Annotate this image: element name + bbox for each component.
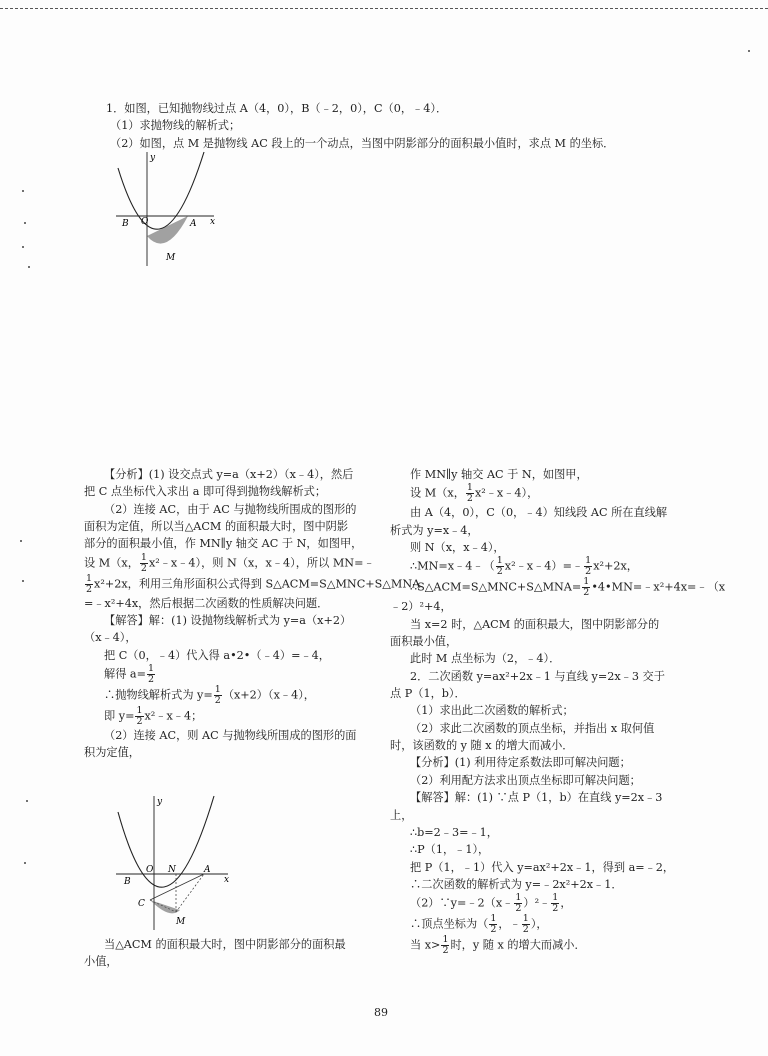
answer-line-4: 解得 a= $\frac{1}{2}$ — [104, 663, 155, 686]
problem-1-question-2: （2）如图，点 M 是抛物线 AC 段上的一个动点，当图中阴影部分的面积最小值时，求点 M 的坐标． — [110, 136, 615, 150]
right-line-2: 设 M（x， $\frac{1}{2}$ x²﹣x﹣4）， — [410, 482, 539, 505]
figure-2-segment-am — [176, 874, 204, 912]
figure-2-y-label: y — [157, 797, 163, 807]
figure-1-origin-label: O — [141, 217, 149, 227]
figure-2-point-n: N — [168, 865, 176, 875]
figure-2-point-b: B — [124, 877, 131, 887]
fraction-half: $\frac{1}{2}$ — [214, 684, 221, 707]
answer-line-7: （2）连接 AC，则 AC 与抛物线所围成的图形的面 — [104, 728, 357, 742]
scan-speck — [748, 50, 750, 52]
scan-speck — [22, 246, 24, 248]
analysis-line-2: 把 C 点坐标代入求出 a 即可得到抛物线解析式； — [84, 485, 327, 499]
right-line-5: 则 N（x，x﹣4）， — [410, 541, 505, 555]
figure-1-svg — [108, 148, 228, 268]
figure-2-origin-label: O — [146, 865, 154, 875]
analysis-line-3: （2）连接 AC，由于 AC 与抛物线所围成的图形的 — [104, 502, 357, 516]
analysis-line-4: 面积为定值，所以当△ACM 的面积最大时，图中阴影 — [84, 520, 349, 534]
right-line-10: 面积最小值， — [390, 634, 458, 648]
problem-2-answer-4: 把 P（1，﹣1）代入 y=ax²+2x﹣1，得到 a=﹣2， — [410, 860, 675, 874]
figure-1-curve — [118, 152, 204, 229]
figure-1-y-label: y — [150, 153, 156, 163]
problem-2-question-1: （1）求出此二次函数的解析式； — [410, 704, 574, 718]
scan-speck — [28, 266, 30, 268]
figure-2-x-label: x — [224, 875, 230, 885]
figure-2-point-m: M — [176, 917, 186, 927]
fraction-half: $\frac{1}{2}$ — [136, 704, 143, 727]
right-line-7: ∴S△ACM=S△MNC+S△MNA= $\frac{1}{2}$ •4•MN=﹣x²+4x=﹣（x — [410, 576, 726, 599]
fraction-half: $\frac{1}{2}$ — [496, 555, 503, 578]
fraction-half: $\frac{1}{2}$ — [466, 482, 473, 505]
right-line-8: ﹣2）²+4， — [390, 600, 452, 614]
fraction-half: $\frac{1}{2}$ — [490, 913, 497, 936]
top-dashed-border — [0, 8, 768, 10]
figure-1-parabola — [108, 148, 228, 268]
fraction-half: $\frac{1}{2}$ — [552, 892, 559, 915]
scan-speck — [26, 800, 28, 802]
right-column — [390, 466, 726, 957]
answer-line-10: 小值， — [84, 955, 118, 969]
right-line-4: 析式为 y=x﹣4， — [390, 523, 479, 537]
analysis-line-6 — [84, 553, 374, 574]
right-line-1: 作 MN∥y 轴交 AC 于 N，如图甲， — [410, 468, 588, 481]
fraction-half: $\frac{1}{2}$ — [442, 934, 449, 957]
analysis-line-1: 【分析】(1) 设交点式 y=a（x+2）（x﹣4），然后 — [104, 468, 354, 481]
right-line-3: 由 A（4，0），C（0，﹣4）知线段 AC 所在直线解 — [410, 506, 668, 520]
problem-2-stem: 2．二次函数 y=ax²+2x﹣1 与直线 y=2x﹣3 交于 — [410, 669, 665, 683]
problem-1-stem: 1．如图，已知抛物线过点 A（4，0），B（﹣2，0），C（0，﹣4）． — [106, 102, 448, 115]
scan-speck — [24, 862, 26, 864]
problem-2-answer-3: ∴P（1，﹣1）， — [410, 843, 490, 857]
problem-2-answer-1: 【解答】解：(1) ∵点 P（1，b）在直线 y=2x﹣3 — [410, 791, 663, 805]
answer-line-8: 积为定值， — [84, 746, 140, 760]
problem-1-statement — [106, 100, 614, 152]
fraction-half: $\frac{1}{2}$ — [86, 572, 93, 595]
analysis-line-7 — [84, 572, 421, 595]
problem-2-stem-cont: 点 P（1，b）． — [390, 687, 466, 701]
problem-2-question-2-cont: 时，该函数的 y 随 x 的增大而减小． — [390, 739, 574, 753]
figure-2-point-a: A — [204, 865, 211, 875]
right-line-11: 此时 M 点坐标为（2，﹣4）． — [410, 652, 561, 666]
analysis-line-8: =﹣x²+4x，然后根据二次函数的性质解决问题． — [84, 596, 329, 610]
problem-2-answer-2: ∴b=2﹣3=﹣1， — [410, 825, 498, 839]
analysis-line-6-b: x²﹣x﹣4），则 N（x，x﹣4），所以 MN=﹣ — [148, 556, 375, 570]
analysis-line-7-b: x²+2x，利用三角形面积公式得到 S△ACM=S△MNC+S△MNA — [94, 577, 421, 591]
analysis-line-5: 部分的面积最小值，作 MN∥y 轴交 AC 于 N，如图甲， — [84, 537, 363, 551]
problem-2-analysis-2: （2）利用配方法求出顶点坐标即可解决问题； — [410, 773, 641, 787]
answer-line-6: 即 y= $\frac{1}{2}$ x²﹣x﹣4； — [104, 704, 203, 727]
figure-1-point-m: M — [166, 253, 176, 263]
analysis-line-6-a: 设 M（x， — [84, 556, 139, 570]
fraction-half: $\frac{1}{2}$ — [585, 555, 592, 578]
answer-line-5: ∴抛物线解析式为 y= $\frac{1}{2}$ （x+2）（x﹣4）， — [104, 684, 315, 707]
figure-1-shaded-region — [147, 216, 188, 244]
fraction-half: $\frac{1}{2}$ — [515, 892, 522, 915]
fraction-half: $\frac{1}{2}$ — [522, 913, 529, 936]
page-number: 89 — [374, 1006, 388, 1019]
right-line-9: 当 x=2 时，△ACM 的面积最大，图中阴影部分的 — [410, 617, 660, 631]
right-line-6: ∴MN=x﹣4﹣（ $\frac{1}{2}$ x²﹣x﹣4）=﹣ $\frac{1}{2}$ x²+2x， — [410, 555, 638, 578]
problem-1-question-1: （1）求抛物线的解析式； — [110, 119, 241, 133]
problem-2-analysis-1: 【分析】(1) 利用待定系数法即可解决问题； — [410, 756, 631, 770]
figure-1-x-label: x — [210, 217, 216, 227]
figure-1-point-a: A — [190, 219, 197, 229]
scan-speck — [20, 540, 22, 542]
answer-line-9: 当△ACM 的面积最大时，图中阴影部分的面积最 — [104, 938, 346, 951]
scan-speck — [22, 190, 24, 192]
problem-2-answer-5: ∴二次函数的解析式为 y=﹣2x²+2x﹣1． — [410, 878, 623, 891]
figure-1-point-b: B — [122, 219, 129, 229]
problem-2-answer-1-cont: 上， — [390, 808, 413, 822]
answer-line-1: 【解答】解：(1) 设抛物线解析式为 y=a（x+2） — [104, 614, 352, 628]
figure-2-point-c: C — [138, 899, 145, 909]
problem-2-question-2: （2）求此二次函数的顶点坐标，并指出 x 取何值 — [410, 721, 655, 735]
fraction-half: $\frac{1}{2}$ — [140, 551, 147, 574]
problem-2-answer-8: 当 x> $\frac{1}{2}$ 时，y 随 x 的增大而减小． — [410, 934, 586, 957]
scan-speck — [22, 580, 24, 582]
scan-speck — [24, 222, 26, 224]
fraction-half: $\frac{1}{2}$ — [583, 576, 590, 599]
figure-2-curve — [118, 796, 214, 887]
answer-line-3: 把 C（0，﹣4）代入得 a•2•（﹣4）=﹣4， — [104, 648, 330, 662]
left-column-bottom — [84, 936, 374, 971]
fraction-half: $\frac{1}{2}$ — [147, 663, 155, 686]
figure-2-svg — [110, 792, 240, 932]
answer-line-2: （x﹣4）， — [84, 631, 137, 645]
problem-2-answer-7: ∴顶点坐标为（ $\frac{1}{2}$ ，﹣ $\frac{1}{2}$ ）， — [410, 913, 548, 936]
figure-2-parabola — [110, 792, 240, 932]
problem-2-answer-6: （2）∵y=﹣2（x﹣ $\frac{1}{2}$ ）²﹣ $\frac{1}{2}$ ， — [410, 892, 572, 915]
figure-2-shaded-region — [150, 900, 180, 913]
